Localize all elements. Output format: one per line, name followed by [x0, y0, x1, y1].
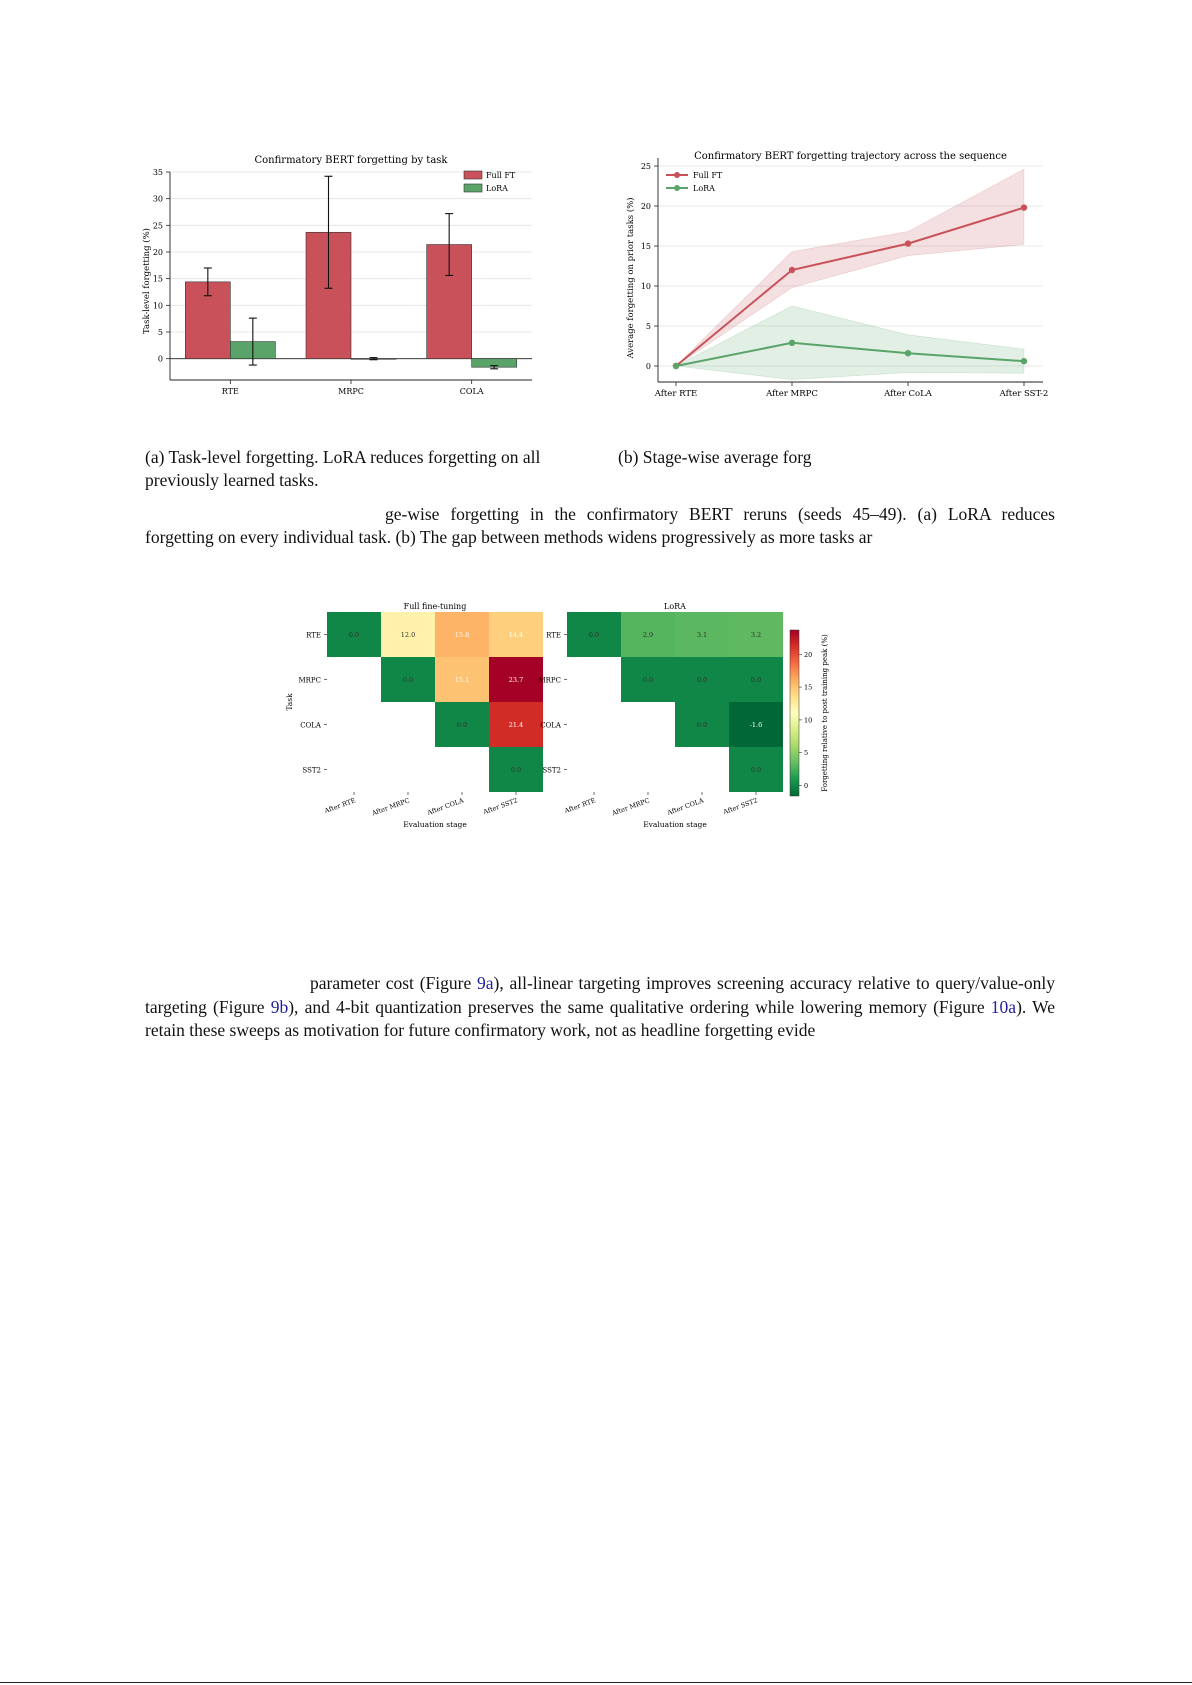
figure-ref-10a[interactable]: 10a: [990, 996, 1017, 1017]
line-chart-figure: [608, 140, 1068, 435]
bar-legend-swatch: [464, 171, 482, 179]
paragraph-text-4: ). We retain these sweeps as motivation for future confirmatory work, not as headline forgetting evide: [145, 996, 1055, 1040]
bar-legend-swatch: [464, 184, 482, 192]
heatmap-y-axis-label: Task: [285, 693, 294, 711]
bar-y-axis-label: Task-level forgetting (%): [142, 228, 152, 334]
subcaption-b: (b) Stage-wise average forg: [618, 447, 812, 467]
line-ytick-label: 10: [640, 282, 651, 291]
colorbar-tick-label: 20: [804, 650, 813, 659]
figure-caption: ge-wise forgetting in the confirmatory BERT reruns (seeds 45–49). (a) LoRA reduces forgetting on every individual task. (b) The gap between methods widens progressively as more tasks ar: [145, 504, 1055, 547]
heatmap-row-label: COLA: [300, 721, 321, 730]
heatmap-cell-label: 15.1: [454, 676, 470, 684]
heatmap-x-axis-label: Evaluation stage: [643, 820, 707, 829]
line-ytick-label: 25: [640, 162, 651, 171]
bar-chart-title: Confirmatory BERT forgetting by task: [254, 155, 448, 166]
heatmap-cell-label: 0.0: [510, 766, 522, 774]
heatmap-col-label: After RTE: [563, 796, 597, 815]
bar-xtick-label: RTE: [221, 387, 239, 396]
heatmap-cell-label: 12.0: [400, 631, 416, 639]
heatmap-cell-label: 0.0: [696, 721, 708, 729]
bar-xtick-label: MRPC: [338, 387, 364, 396]
heatmap-col-label: After MRPC: [610, 796, 651, 818]
line-y-axis-label: Average forgetting on prior tasks (%): [626, 197, 636, 359]
heatmap-cell-label: 23.7: [508, 676, 524, 684]
bar-ytick-label: 5: [157, 328, 163, 337]
bar-ytick-label: 10: [152, 301, 163, 311]
heatmap-col-label: After COLA: [666, 796, 705, 817]
line-xtick-label: After CoLA: [884, 389, 932, 399]
heatmap-figure: [285, 600, 900, 860]
heatmap-title: LoRA: [664, 602, 686, 611]
bar-legend-label: LoRA: [486, 184, 508, 193]
bar-ytick-label: 0: [157, 354, 163, 364]
heatmap-row-label: MRPC: [538, 676, 561, 685]
subcaption-a: (a) Task-level forgetting. LoRA reduces forgetting on all previously learned tasks.: [145, 447, 541, 490]
heatmap-cell-label: 0.0: [402, 676, 414, 684]
bar-ytick-label: 35: [152, 168, 163, 177]
colorbar: [790, 630, 799, 796]
paragraph-text-1: parameter cost (Figure: [310, 973, 477, 993]
line-point-full-ft: [789, 267, 795, 273]
colorbar-tick-label: 5: [804, 749, 809, 758]
line-point-lora: [789, 340, 795, 346]
line-legend-label: LoRA: [693, 184, 715, 193]
heatmap-cell-label: 0.0: [588, 631, 600, 639]
bar-ytick-label: 20: [152, 248, 163, 257]
figure-ref-9b[interactable]: 9b: [270, 996, 289, 1017]
heatmap-row-label: RTE: [306, 631, 321, 640]
figure-ref-9a[interactable]: 9a: [477, 973, 494, 993]
heatmap-col-label: After COLA: [426, 796, 465, 817]
line-ytick-label: 15: [640, 242, 651, 251]
heatmap-col-label: After SST2: [482, 796, 519, 817]
paragraph-text-2: ), all-linear targeting improves screening accuracy relative to query/value-only targeting (Figure: [145, 973, 1055, 1017]
heatmap-col-label: After RTE: [323, 796, 357, 815]
colorbar-label: Forgetting relative to post training peak (%): [821, 634, 829, 792]
heatmap-cell-label: 0.0: [696, 676, 708, 684]
heatmap-cell-label: 0.0: [750, 676, 762, 684]
bar-ytick-label: 30: [152, 194, 163, 204]
heatmap-row-label: SST2: [542, 766, 561, 775]
bar-ytick-label: 25: [152, 221, 163, 231]
line-legend-label: Full FT: [693, 171, 723, 180]
colorbar-tick-label: 15: [804, 683, 813, 692]
heatmap-row-label: COLA: [540, 721, 561, 730]
colorbar-tick-label: 0: [804, 782, 809, 791]
bar-ytick-label: 15: [152, 274, 163, 284]
line-legend-marker: [674, 172, 680, 178]
bar-xtick-label: COLA: [459, 387, 484, 396]
line-xtick-label: After MRPC: [766, 389, 818, 399]
line-xtick-label: After SST-2: [999, 389, 1049, 399]
heatmap-x-axis-label: Evaluation stage: [403, 820, 467, 829]
heatmap-cell-label: 0.0: [642, 676, 654, 684]
line-legend-marker: [674, 185, 680, 191]
heatmap-cell-label: 21.4: [508, 721, 524, 729]
line-ytick-label: 20: [640, 202, 651, 211]
heatmap-col-label: After SST2: [722, 796, 759, 817]
body-paragraph: [145, 972, 1055, 1043]
line-point-lora: [905, 350, 911, 356]
heatmap-cell-label: 0.0: [750, 766, 762, 774]
line-point-lora: [673, 363, 679, 369]
heatmap-cell-label: -1.6: [749, 721, 763, 729]
heatmap-cell-label: 2.9: [642, 631, 654, 639]
heatmap-cell-label: 14.4: [508, 631, 524, 639]
heatmap-cell-label: 15.8: [454, 631, 470, 639]
heatmap-cell-label: 3.2: [750, 631, 762, 639]
paragraph-text-3: ), and 4-bit quantization preserves the same qualitative ordering while lowering memory (Figure: [288, 996, 991, 1017]
line-ytick-label: 5: [645, 322, 651, 331]
heatmap-row-label: MRPC: [298, 676, 321, 685]
heatmap-title: Full fine-tuning: [403, 602, 467, 611]
colorbar-tick-label: 10: [804, 716, 813, 725]
heatmap-col-label: After MRPC: [370, 796, 411, 818]
line-ytick-label: 0: [645, 362, 651, 371]
line-xtick-label: After RTE: [654, 389, 698, 399]
line-point-full-ft: [1021, 204, 1027, 210]
bar-chart-figure: [140, 150, 580, 435]
footer-rule: [0, 1682, 1192, 1683]
heatmap-row-label: SST2: [302, 766, 321, 775]
line-point-full-ft: [905, 240, 911, 246]
line-point-lora: [1021, 358, 1027, 364]
heatmap-row-label: RTE: [546, 631, 561, 640]
heatmap-cell-label: 0.0: [348, 631, 360, 639]
bar-legend-label: Full FT: [486, 171, 516, 180]
line-chart-title: Confirmatory BERT forgetting trajectory across the sequence: [694, 151, 1007, 162]
heatmap-cell-label: 0.0: [456, 721, 468, 729]
heatmap-cell-label: 3.1: [696, 631, 708, 639]
